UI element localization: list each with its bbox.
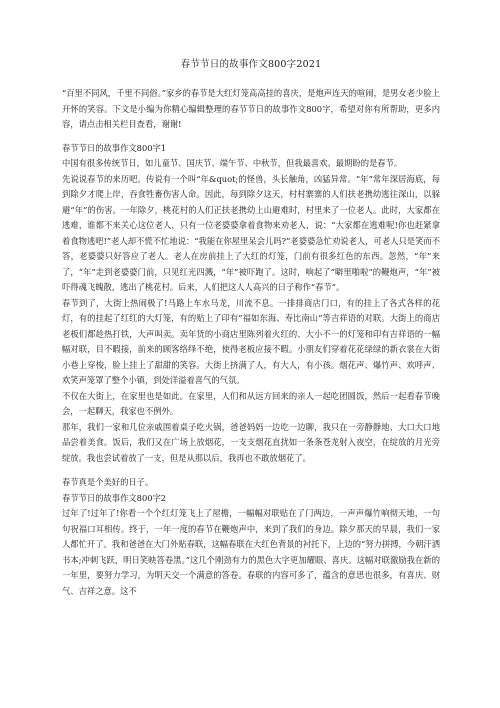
document-page: [62, 0, 440, 708]
body-paragraph: 先说说春节的来历吧。传说有一个叫“年&quot;的怪兽，头长触角，凶猛异常。“年”常年深居海底，每到除夕才爬上岸，吞食牲畜伤害人命。因此，每到除夕这天，村村寨寨的人们扶老携幼逃往深山，以躲避“年”的伤害。一年除夕，桃花村的人们正扶老携幼上山避难时，村里来了一位老人。此时，大家都在逃难，谁都不来关心这位老人，只有一位老婆婆拿着食物来劝老人，说：“大家都在逃难呢!你也赶紧拿着食物逃吧!”老人却不慌不忙地说：“我能在你屋里呆会儿吗?”老婆婆急忙劝说老人，可老人只是笑而不答，老婆婆只好答应了老人。老人在房前挂上了大红的灯笼，门前有很多红色的东西。忽然，“年”来了，“年”走到老婆婆门前，只见红光四溅，“年”被吓跑了。这时，响起了“噼里啪啦”的鞭炮声，“年”被吓得魂飞魄散，逃出了桃花村。后来，人们把这人人高兴的日子称作“春节”。: [62, 173, 440, 292]
closing-line: 春节真是个美好的日子。: [62, 477, 154, 487]
body-paragraph: 中国有很多传统节日，如儿童节、国庆节、端午节、中秋节，但我最喜欢、最期盼的是春节。: [62, 158, 403, 168]
intro-paragraph: “百里不同风，千里不同俗。”家乡的春节是大红灯笼高高挂的喜庆，是炮声连天的喧闹，是男女老少脸上开怀的笑容。下文是小编为你精心编辑整理的春节节日的故事作文800字，希望对你有所帮助，更多内容，请点击相关栏目查看，谢谢!: [62, 88, 440, 129]
document-title: 春节节日的故事作文800字2021: [180, 59, 322, 70]
body-paragraph: 不仅在大街上，在家里也是如此。在家里，人们和从远方回来的亲人一起吃团圆饭，然后一起看春节晚会，一起聊天，我家也不例外。: [62, 390, 440, 416]
body-paragraph: 过年了!过年了!你看一个个红灯笼飞上了屋檐，一幅幅对联贴在了门两边，一声声爆竹响彻天地，一句句祝福口耳相传。终于，一年一度的春节在鞭炮声中，来到了我们的身边。除夕那天的早晨，我们一家人都忙开了。我和爸爸在大门外贴春联，这幅春联在大红色背景的衬托下，上边的“努力拼搏，今朝汗洒书本;冲刺飞跃，明日笑映答卷黑。”这几个刚劲有力的黑色大字更加耀眼、喜庆。这幅对联激励我在新的一年里，要努力学习，为明天交一个满意的答卷。春联的内容可多了，蕴含的意思也很多，有喜庆、财气、吉祥之意。这不: [62, 508, 440, 596]
body-paragraph: 春节到了，大街上热闹极了!马路上车水马龙，川流不息。一排排商店门口，有的挂上了各式各样的花灯，有的挂起了红红的大灯笼，有的贴上了印有“福如东海、寿比南山”等吉祥语的对联。大街上的商店老板们都趁热打铁，大声叫卖。卖年货的小商店里陈列着火红的、大小不一的灯笼和印有吉祥语的一幅幅对联，目不暇接，前来的顾客络绎不绝，使得老板应接不暇。小朋友们穿着花花绿绿的新衣裳在大街小巷上穿梭，脸上挂上了甜甜的笑容。大街上挤满了人，有大人，有小孩。烟花声、爆竹声、欢呼声、欢笑声笼罩了整个小镇，到处洋溢着喜气的气氛。: [62, 297, 440, 385]
body-paragraph: 那年，我们一家和几位亲戚围着桌子吃火锅，爸爸妈妈一边吃一边聊，我只在一旁静静地、大口大口地品尝着美食。饭后，我们又在广场上放烟花，一支支烟花直扰如一条条苍龙射入夜空，在绽放的月光旁绽放。我也尝试着放了一支，但是从那以后，我再也不敢放烟花了。: [62, 421, 440, 463]
paragraph-spacer: [62, 466, 440, 475]
section-heading-1: 春节节日的故事作文800字1: [62, 142, 167, 153]
section-heading-2: 春节节日的故事作文800字2: [62, 492, 167, 503]
